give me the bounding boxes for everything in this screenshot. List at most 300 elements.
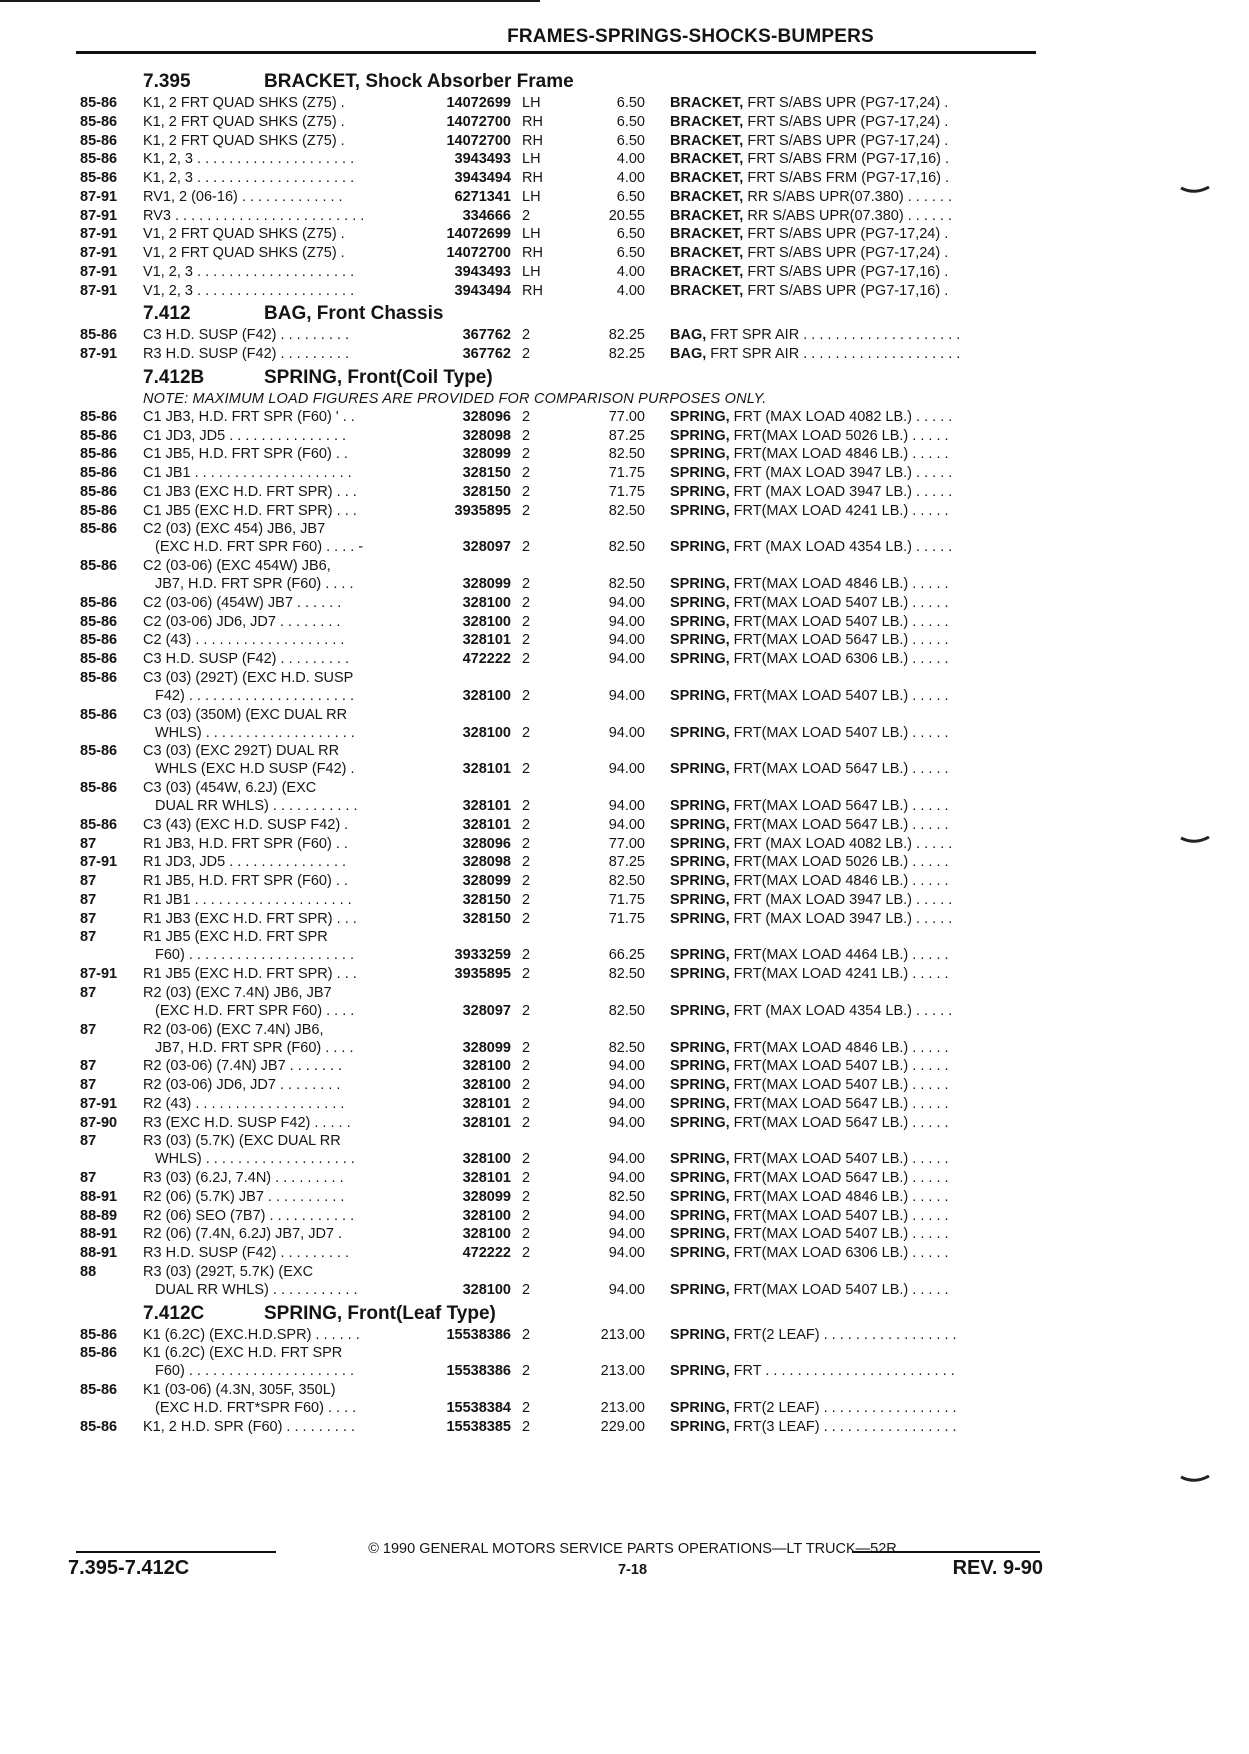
table-row xyxy=(0,188,1249,207)
table-row xyxy=(0,132,1249,151)
part-name-detail: FRT(MAX LOAD 4464 LB.) . . . . . xyxy=(729,947,949,964)
list-price: 82.50 xyxy=(608,1002,645,1019)
quantity: RH xyxy=(522,132,543,149)
table-row xyxy=(0,1188,1249,1207)
part-name-detail: FRT(MAX LOAD 5026 LB.) . . . . . xyxy=(729,427,949,444)
quantity: 2 xyxy=(522,1170,531,1186)
part-name-keyword: SPRING, xyxy=(670,651,730,667)
usage-description: K1, 2, 3 . . . . . . . . . . . . . . . . . . . . xyxy=(143,151,355,168)
part-name-keyword: BRACKET, xyxy=(670,245,744,261)
model-years: 85-86 xyxy=(80,327,118,344)
table-row xyxy=(0,464,1249,483)
table-row xyxy=(0,965,1249,984)
part-name xyxy=(670,189,952,205)
table-row xyxy=(0,1362,1249,1381)
section-number: 7.412 xyxy=(143,303,191,325)
part-name-keyword: SPRING, xyxy=(670,1039,730,1056)
list-price: 6.50 xyxy=(616,132,645,149)
list-price: 94.00 xyxy=(608,1151,645,1168)
part-name xyxy=(670,1363,955,1379)
list-price: 77.00 xyxy=(608,408,645,425)
part-name xyxy=(670,1077,949,1093)
usage-description: R1 JB1 . . . . . . . . . . . . . . . . . . . . xyxy=(143,891,352,908)
part-name-keyword: SPRING, xyxy=(670,1226,730,1243)
model-years: 85-86 xyxy=(80,446,118,463)
part-name-detail: FRT SPR AIR . . . . . . . . . . . . . . . . . . . . xyxy=(706,346,961,362)
part-name-keyword: SPRING, xyxy=(670,446,730,463)
part-number: 328100 xyxy=(462,1058,511,1075)
list-price: 6.50 xyxy=(616,188,645,205)
usage-description: V1, 2, 3 . . . . . . . . . . . . . . . . . . . . xyxy=(143,282,355,299)
part-name-detail: RR S/ABS UPR(07.380) . . . . . . xyxy=(743,207,953,224)
part-name-keyword: SPRING, xyxy=(670,1207,730,1224)
quantity: 2 xyxy=(522,724,531,741)
part-name-keyword: SPRING, xyxy=(670,1095,730,1112)
footer-revision: REV. 9-90 xyxy=(952,1557,1043,1579)
model-years: 87-91 xyxy=(80,188,118,205)
part-name-detail: FRT(MAX LOAD 5407 LB.) . . . . . xyxy=(729,687,949,704)
part-name-detail: FRT(MAX LOAD 5407 LB.) . . . . . xyxy=(729,1207,949,1224)
part-name xyxy=(670,1058,949,1074)
part-name-keyword: SPRING, xyxy=(670,1326,730,1343)
part-name xyxy=(670,798,949,814)
part-name-keyword: BRACKET, xyxy=(670,95,744,111)
part-name-keyword: SPRING, xyxy=(670,798,730,814)
model-years: 85-86 xyxy=(80,1382,118,1398)
usage-description: C1 JB5 (EXC H.D. FRT SPR) . . . xyxy=(143,502,357,519)
usage-description: JB7, H.D. FRT SPR (F60) . . . . xyxy=(155,1039,354,1056)
part-name-detail: FRT(2 LEAF) . . . . . . . . . . . . . . . . . xyxy=(729,1400,957,1416)
model-years: 87-91 xyxy=(80,282,118,299)
model-years: 85-86 xyxy=(80,132,118,149)
table-row xyxy=(0,1021,1249,1039)
part-name-detail: FRT(MAX LOAD 5647 LB.) . . . . . xyxy=(729,632,949,649)
model-years: 88 xyxy=(80,1263,97,1280)
table-row xyxy=(0,1039,1249,1058)
list-price: 77.00 xyxy=(608,835,645,852)
part-name-detail: FRT(MAX LOAD 6306 LB.) . . . . . xyxy=(729,651,949,667)
usage-description: C3 H.D. SUSP (F42) . . . . . . . . . xyxy=(143,651,350,667)
quantity: 2 xyxy=(522,761,531,778)
part-name-detail: FRT(MAX LOAD 5407 LB.) . . . . . xyxy=(729,1077,949,1093)
list-price: 71.75 xyxy=(608,891,645,908)
section-heading xyxy=(0,300,1249,326)
part-number: 3943493 xyxy=(454,151,511,168)
part-name-detail: FRT (MAX LOAD 3947 LB.) . . . . . xyxy=(729,910,953,927)
list-price: 82.25 xyxy=(608,346,645,362)
part-name-keyword: SPRING, xyxy=(670,1245,730,1261)
part-name xyxy=(670,1003,952,1019)
part-name-keyword: SPRING, xyxy=(670,854,730,871)
part-name-keyword: SPRING, xyxy=(670,502,730,519)
part-name xyxy=(670,1151,949,1167)
quantity: LH xyxy=(522,95,541,111)
part-number: 328101 xyxy=(462,798,511,814)
part-name-detail: FRT(MAX LOAD 5407 LB.) . . . . . xyxy=(729,1151,949,1168)
part-name-keyword: SPRING, xyxy=(670,761,730,778)
part-number: 15538384 xyxy=(446,1400,511,1416)
part-number: 328097 xyxy=(462,539,511,556)
usage-description: C2 (03-06) JD6, JD7 . . . . . . . . xyxy=(143,613,341,630)
part-name-detail: FRT (MAX LOAD 4082 LB.) . . . . . xyxy=(729,835,953,852)
usage-description: R2 (06) SEO (7B7) . . . . . . . . . . . xyxy=(143,1207,355,1224)
table-row xyxy=(0,1114,1249,1133)
part-name xyxy=(670,836,952,852)
usage-description: C2 (03-06) (EXC 454W) JB6, xyxy=(143,558,331,574)
usage-description: R1 JB5 (EXC H.D. FRT SPR xyxy=(143,929,328,946)
model-years: 85-86 xyxy=(80,521,118,538)
quantity: 2 xyxy=(522,594,531,611)
part-name-keyword: SPRING, xyxy=(670,1002,730,1019)
table-row xyxy=(0,650,1249,669)
usage-description: WHLS) . . . . . . . . . . . . . . . . . . . xyxy=(155,1151,355,1168)
model-years: 87-91 xyxy=(80,854,118,871)
list-price: 4.00 xyxy=(616,170,645,186)
part-number: 14072699 xyxy=(446,95,511,111)
part-name xyxy=(670,1400,957,1416)
usage-description: RV3 . . . . . . . . . . . . . . . . . . . . . . . . xyxy=(143,207,365,224)
part-number: 3935895 xyxy=(454,966,511,982)
table-row xyxy=(0,594,1249,613)
part-name xyxy=(670,346,960,362)
part-name-keyword: SPRING, xyxy=(670,835,730,852)
part-name xyxy=(670,264,948,280)
quantity: 2 xyxy=(522,891,531,908)
quantity: 2 xyxy=(522,1114,531,1131)
part-name xyxy=(670,95,948,111)
part-name-detail: FRT(MAX LOAD 6306 LB.) . . . . . xyxy=(729,1245,949,1261)
part-name xyxy=(670,725,949,741)
usage-description: R3 H.D. SUSP (F42) . . . . . . . . . xyxy=(143,346,350,362)
part-name-keyword: SPRING, xyxy=(670,1281,730,1298)
usage-description: C2 (43) . . . . . . . . . . . . . . . . . . . xyxy=(143,632,345,649)
model-years: 88-91 xyxy=(80,1245,118,1261)
list-price: 6.50 xyxy=(616,226,645,243)
part-name-detail: FRT (MAX LOAD 3947 LB.) . . . . . xyxy=(729,483,953,500)
part-name-detail: FRT(MAX LOAD 5407 LB.) . . . . . xyxy=(729,1226,949,1243)
model-years: 85-86 xyxy=(80,816,118,833)
table-row xyxy=(0,797,1249,816)
usage-description: R3 (03) (5.7K) (EXC DUAL RR xyxy=(143,1133,341,1150)
part-name xyxy=(670,1115,949,1131)
table-row xyxy=(0,326,1249,345)
part-name xyxy=(670,327,960,343)
part-name-detail: FRT . . . . . . . . . . . . . . . . . . . . . . . . xyxy=(729,1363,955,1380)
part-name-detail: FRT(3 LEAF) . . . . . . . . . . . . . . . . . xyxy=(729,1418,957,1435)
quantity: LH xyxy=(522,226,541,243)
part-number: 15538385 xyxy=(446,1418,511,1435)
part-name-keyword: SPRING, xyxy=(670,816,730,833)
list-price: 94.00 xyxy=(608,1058,645,1075)
list-price: 94.00 xyxy=(608,798,645,814)
model-years: 87-91 xyxy=(80,346,118,362)
section-heading xyxy=(0,1300,1249,1326)
list-price: 213.00 xyxy=(600,1400,645,1416)
part-name-detail: FRT (MAX LOAD 3947 LB.) . . . . . xyxy=(729,465,953,481)
quantity: RH xyxy=(522,245,543,261)
model-years: 85-86 xyxy=(80,558,118,574)
part-name-detail: FRT(MAX LOAD 5647 LB.) . . . . . xyxy=(729,1170,949,1186)
table-row xyxy=(0,1244,1249,1263)
part-name-detail: FRT S/ABS FRM (PG7-17,16) . xyxy=(743,170,950,186)
part-name-keyword: SPRING, xyxy=(670,891,730,908)
table-row xyxy=(0,1281,1249,1300)
part-name xyxy=(670,947,949,963)
part-number: 328097 xyxy=(462,1002,511,1019)
part-name xyxy=(670,632,949,648)
part-number: 14072699 xyxy=(446,226,511,243)
model-years: 87-91 xyxy=(80,263,118,280)
part-name-keyword: SPRING, xyxy=(670,947,730,964)
usage-description: DUAL RR WHLS) . . . . . . . . . . . xyxy=(155,1281,358,1298)
part-name xyxy=(670,1282,949,1298)
usage-description: R1 JB5 (EXC H.D. FRT SPR) . . . xyxy=(143,966,357,982)
table-row xyxy=(0,1344,1249,1362)
part-name xyxy=(670,539,952,555)
section-title: BRACKET, Shock Absorber Frame xyxy=(264,71,574,92)
part-name xyxy=(670,446,949,462)
model-years: 87 xyxy=(80,929,97,946)
model-years: 85-86 xyxy=(80,502,118,519)
table-row xyxy=(0,891,1249,910)
model-years: 87 xyxy=(80,1133,97,1150)
list-price: 4.00 xyxy=(616,151,645,168)
quantity: 2 xyxy=(522,446,531,463)
list-price: 82.50 xyxy=(608,1039,645,1056)
usage-description: K1, 2 H.D. SPR (F60) . . . . . . . . . xyxy=(143,1418,355,1435)
section-title: BAG, Front Chassis xyxy=(264,303,444,325)
part-name-keyword: SPRING, xyxy=(670,1170,730,1186)
quantity: 2 xyxy=(522,1400,531,1416)
part-number: 328099 xyxy=(462,1039,511,1056)
part-name-detail: FRT S/ABS UPR (PG7-17,24) . xyxy=(743,245,949,261)
part-name-detail: FRT S/ABS UPR (PG7-17,16) . xyxy=(743,263,949,280)
part-number: 328100 xyxy=(462,1226,511,1243)
part-number: 328098 xyxy=(462,427,511,444)
table-row xyxy=(0,835,1249,854)
list-price: 94.00 xyxy=(608,594,645,611)
table-row xyxy=(0,724,1249,743)
part-name-keyword: BRACKET, xyxy=(670,188,744,205)
model-years: 88-91 xyxy=(80,1188,118,1205)
usage-description: F60) . . . . . . . . . . . . . . . . . . . . . xyxy=(155,947,355,964)
table-row xyxy=(0,225,1249,244)
part-number: 328096 xyxy=(462,408,511,425)
part-number: 472222 xyxy=(462,1245,511,1261)
quantity: 2 xyxy=(522,427,531,444)
model-years: 85-86 xyxy=(80,408,118,425)
part-number: 14072700 xyxy=(446,132,511,149)
part-name-detail: FRT (MAX LOAD 4082 LB.) . . . . . xyxy=(729,408,953,425)
part-number: 328100 xyxy=(462,594,511,611)
usage-description: C3 H.D. SUSP (F42) . . . . . . . . . xyxy=(143,327,350,344)
list-price: 94.00 xyxy=(608,687,645,704)
usage-description: C1 JB3, H.D. FRT SPR (F60) ' . . xyxy=(143,408,355,425)
quantity: 2 xyxy=(522,613,531,630)
table-row xyxy=(0,427,1249,446)
part-name xyxy=(670,503,949,519)
table-row xyxy=(0,816,1249,835)
usage-description: (EXC H.D. FRT*SPR F60) . . . . xyxy=(155,1400,357,1416)
table-row xyxy=(0,150,1249,169)
part-name-keyword: BAG, xyxy=(670,346,707,362)
model-years: 87 xyxy=(80,910,97,927)
part-name xyxy=(670,911,952,927)
list-price: 4.00 xyxy=(616,263,645,280)
part-name-detail: FRT(MAX LOAD 5407 LB.) . . . . . xyxy=(729,613,949,630)
list-price: 94.00 xyxy=(608,1281,645,1298)
part-number: 328100 xyxy=(462,1151,511,1168)
part-name-detail: FRT(MAX LOAD 5647 LB.) . . . . . xyxy=(729,798,949,814)
list-price: 94.00 xyxy=(608,724,645,741)
part-number: 334666 xyxy=(462,207,511,224)
usage-description: C2 (03-06) (454W) JB7 . . . . . . xyxy=(143,594,342,611)
model-years: 87 xyxy=(80,1058,97,1075)
part-name xyxy=(670,1189,949,1205)
usage-description: C1 JB1 . . . . . . . . . . . . . . . . . . . . xyxy=(143,465,352,481)
part-name-keyword: SPRING, xyxy=(670,1077,730,1093)
part-name-keyword: BRACKET, xyxy=(670,226,744,243)
table-row xyxy=(0,483,1249,502)
list-price: 94.00 xyxy=(608,613,645,630)
part-number: 3943494 xyxy=(454,282,511,299)
table-row xyxy=(0,613,1249,632)
table-row xyxy=(0,520,1249,538)
part-number: 3933259 xyxy=(454,947,511,964)
part-name-keyword: SPRING, xyxy=(670,687,730,704)
table-row xyxy=(0,631,1249,650)
table-row xyxy=(0,779,1249,797)
part-name-keyword: BRACKET, xyxy=(670,151,744,168)
usage-description: C1 JB3 (EXC H.D. FRT SPR) . . . xyxy=(143,483,357,500)
part-name xyxy=(670,409,952,425)
table-row xyxy=(0,760,1249,779)
footer-section-range: 7.395-7.412C xyxy=(68,1557,190,1579)
part-name-keyword: SPRING, xyxy=(670,483,730,500)
model-years: 85-86 xyxy=(80,113,118,130)
quantity: 2 xyxy=(522,502,531,519)
part-name-detail: FRT(MAX LOAD 5647 LB.) . . . . . xyxy=(729,761,949,778)
part-name xyxy=(670,428,949,444)
model-years: 87 xyxy=(80,873,97,889)
part-name-keyword: SPRING, xyxy=(670,632,730,649)
table-row xyxy=(0,207,1249,226)
list-price: 94.00 xyxy=(608,1226,645,1243)
table-row xyxy=(0,1095,1249,1114)
model-years: 88-89 xyxy=(80,1207,118,1224)
part-number: 328150 xyxy=(462,483,511,500)
part-number: 328101 xyxy=(462,1114,511,1131)
part-number: 328098 xyxy=(462,854,511,871)
section-number: 7.412C xyxy=(143,1302,205,1324)
part-number: 3935895 xyxy=(454,502,511,519)
table-row xyxy=(0,1169,1249,1188)
usage-description: R1 JB5, H.D. FRT SPR (F60) . . xyxy=(143,873,348,889)
quantity: RH xyxy=(522,282,543,299)
part-name-detail: FRT S/ABS UPR (PG7-17,24) . xyxy=(743,95,949,111)
list-price: 6.50 xyxy=(616,95,645,111)
model-years: 85-86 xyxy=(80,1345,118,1362)
part-name-keyword: SPRING, xyxy=(670,539,730,556)
list-price: 87.25 xyxy=(608,854,645,871)
usage-description: R1 JD3, JD5 . . . . . . . . . . . . . . . xyxy=(143,854,347,871)
list-price: 82.50 xyxy=(608,539,645,556)
part-number: 328099 xyxy=(462,446,511,463)
part-name xyxy=(670,651,949,667)
table-row xyxy=(0,445,1249,464)
part-name-detail: FRT SPR AIR . . . . . . . . . . . . . . . . . . . . xyxy=(706,327,961,344)
part-name xyxy=(670,283,948,299)
model-years: 87 xyxy=(80,891,97,908)
table-row xyxy=(0,1225,1249,1244)
part-name-detail: FRT(MAX LOAD 5026 LB.) . . . . . xyxy=(729,854,949,871)
part-name xyxy=(670,873,949,889)
quantity: 2 xyxy=(522,1151,531,1168)
part-number: 328101 xyxy=(462,761,511,778)
table-row xyxy=(0,1418,1249,1437)
model-years: 87-91 xyxy=(80,1095,118,1112)
list-price: 87.25 xyxy=(608,427,645,444)
section-number: 7.412B xyxy=(143,366,205,388)
model-years: 85-86 xyxy=(80,669,118,686)
part-number: 328099 xyxy=(462,873,511,889)
quantity: 2 xyxy=(522,1281,531,1298)
part-name xyxy=(670,245,948,261)
list-price: 94.00 xyxy=(608,1207,645,1224)
part-name-keyword: SPRING, xyxy=(670,1400,730,1416)
quantity: 2 xyxy=(522,576,531,592)
part-name-detail: FRT(MAX LOAD 4846 LB.) . . . . . xyxy=(729,576,949,592)
list-price: 94.00 xyxy=(608,816,645,833)
table-row xyxy=(0,1057,1249,1076)
model-years: 85-86 xyxy=(80,651,118,667)
part-number: 328150 xyxy=(462,891,511,908)
part-number: 328100 xyxy=(462,1207,511,1224)
model-years: 85-86 xyxy=(80,483,118,500)
part-name xyxy=(670,1170,949,1186)
page-title: FRAMES-SPRINGS-SHOCKS-BUMPERS xyxy=(507,26,874,47)
table-row xyxy=(0,853,1249,872)
model-years: 85-86 xyxy=(80,613,118,630)
part-name-keyword: BRACKET, xyxy=(670,132,744,149)
part-name xyxy=(670,484,952,500)
part-number: 328100 xyxy=(462,613,511,630)
part-number: 328101 xyxy=(462,1170,511,1186)
section-heading xyxy=(0,364,1249,390)
table-row xyxy=(0,408,1249,427)
list-price: 94.00 xyxy=(608,651,645,667)
quantity: 2 xyxy=(522,1226,531,1243)
list-price: 4.00 xyxy=(616,282,645,299)
part-name-keyword: BRACKET, xyxy=(670,282,744,299)
part-name xyxy=(670,892,952,908)
table-row xyxy=(0,94,1249,113)
list-price: 82.50 xyxy=(608,873,645,889)
part-number: 15538386 xyxy=(446,1326,511,1343)
model-years: 85-86 xyxy=(80,95,118,111)
quantity: 2 xyxy=(522,1326,531,1343)
part-number: 328100 xyxy=(462,1281,511,1298)
part-name xyxy=(670,151,949,167)
part-name-detail: FRT S/ABS UPR (PG7-17,16) . xyxy=(743,282,949,299)
part-name-keyword: SPRING, xyxy=(670,910,730,927)
table-row xyxy=(0,113,1249,132)
usage-description: V1, 2 FRT QUAD SHKS (Z75) . xyxy=(143,245,345,261)
usage-description: DUAL RR WHLS) . . . . . . . . . . . xyxy=(155,798,358,814)
part-number: 328101 xyxy=(462,632,511,649)
usage-description: (EXC H.D. FRT SPR F60) . . . . xyxy=(155,1002,355,1019)
part-name xyxy=(670,688,949,704)
